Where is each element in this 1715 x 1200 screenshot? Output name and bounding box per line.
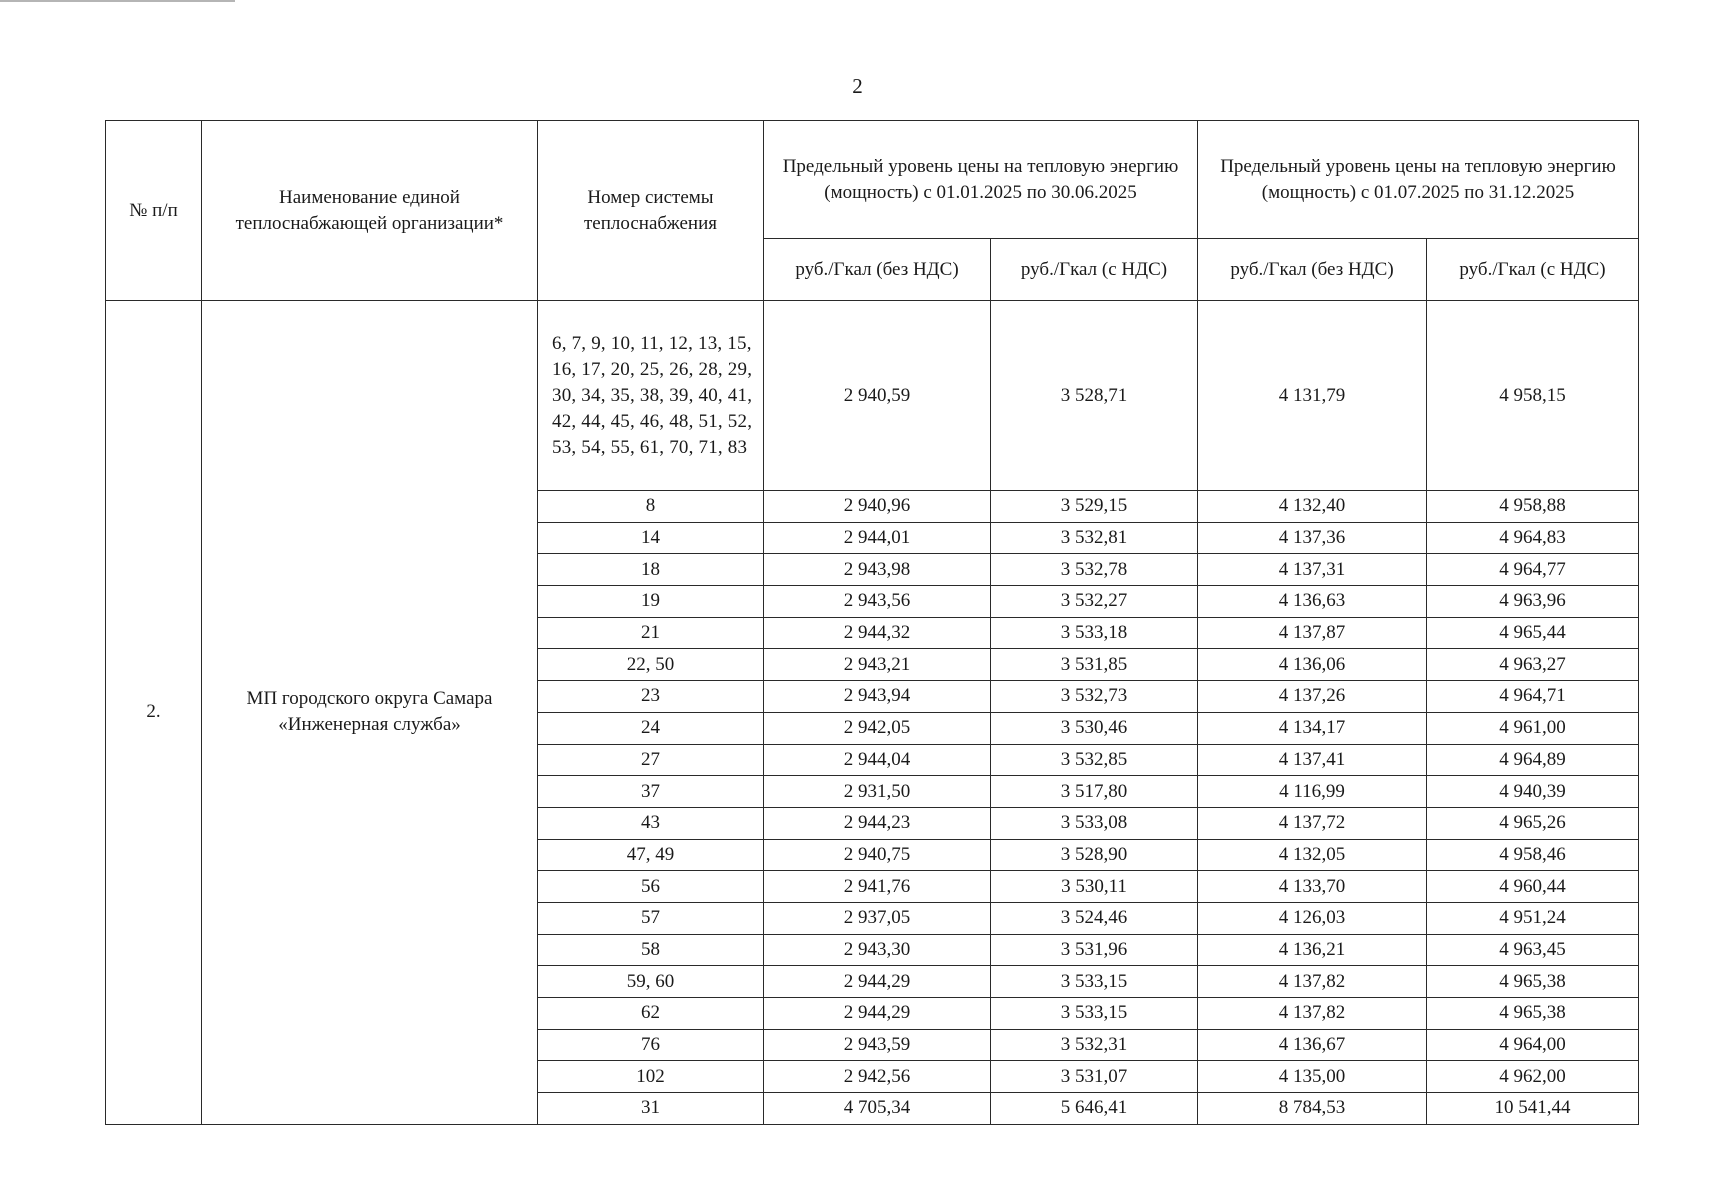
price-p2-vat: 4 958,15 <box>1427 301 1639 491</box>
scan-edge-line <box>0 0 235 2</box>
price-p1-no-vat: 2 944,23 <box>764 807 991 839</box>
price-p1-vat: 3 531,07 <box>991 1061 1198 1093</box>
price-p2-vat: 4 960,44 <box>1427 871 1639 903</box>
system-number: 43 <box>538 807 764 839</box>
price-p1-no-vat: 2 944,04 <box>764 744 991 776</box>
system-number: 22, 50 <box>538 649 764 681</box>
price-p1-no-vat: 2 940,59 <box>764 301 991 491</box>
price-p2-vat: 4 961,00 <box>1427 712 1639 744</box>
price-p2-vat: 4 964,71 <box>1427 681 1639 713</box>
price-p2-vat: 4 964,77 <box>1427 554 1639 586</box>
price-p2-no-vat: 4 136,21 <box>1198 934 1427 966</box>
price-p2-no-vat: 4 132,05 <box>1198 839 1427 871</box>
price-p2-vat: 4 965,26 <box>1427 807 1639 839</box>
price-p2-vat: 4 963,96 <box>1427 586 1639 618</box>
price-p2-no-vat: 4 126,03 <box>1198 902 1427 934</box>
price-p2-no-vat: 4 136,06 <box>1198 649 1427 681</box>
price-p1-no-vat: 2 942,56 <box>764 1061 991 1093</box>
table-header <box>106 121 1639 301</box>
header-period-2: Предельный уровень цены на тепловую энергию (мощность) с 01.07.2025 по 31.12.2025 <box>1198 121 1639 239</box>
system-number: 14 <box>538 522 764 554</box>
price-p2-no-vat: 4 137,82 <box>1198 998 1427 1030</box>
price-p2-vat: 4 964,83 <box>1427 522 1639 554</box>
header-p2-no-vat: руб./Гкал (без НДС) <box>1198 239 1427 301</box>
system-number: 57 <box>538 902 764 934</box>
price-p2-vat: 4 962,00 <box>1427 1061 1639 1093</box>
price-p1-vat: 3 533,18 <box>991 617 1198 649</box>
price-p2-vat: 4 963,27 <box>1427 649 1639 681</box>
price-p2-no-vat: 4 136,67 <box>1198 1029 1427 1061</box>
price-p1-vat: 3 533,08 <box>991 807 1198 839</box>
header-row-periods <box>106 121 1639 239</box>
price-p2-no-vat: 4 134,17 <box>1198 712 1427 744</box>
system-number: 21 <box>538 617 764 649</box>
price-p1-no-vat: 2 944,32 <box>764 617 991 649</box>
system-number: 27 <box>538 744 764 776</box>
price-p1-no-vat: 2 941,76 <box>764 871 991 903</box>
price-p2-vat: 4 951,24 <box>1427 902 1639 934</box>
price-p1-vat: 3 531,85 <box>991 649 1198 681</box>
price-p1-no-vat: 2 943,30 <box>764 934 991 966</box>
price-p1-vat: 3 533,15 <box>991 966 1198 998</box>
price-p2-vat: 4 940,39 <box>1427 776 1639 808</box>
price-p1-no-vat: 2 943,94 <box>764 681 991 713</box>
price-p2-no-vat: 4 136,63 <box>1198 586 1427 618</box>
price-p1-no-vat: 2 943,98 <box>764 554 991 586</box>
price-p1-vat: 5 646,41 <box>991 1093 1198 1125</box>
price-p2-no-vat: 4 132,40 <box>1198 491 1427 523</box>
price-p1-vat: 3 530,46 <box>991 712 1198 744</box>
system-number: 23 <box>538 681 764 713</box>
price-p1-no-vat: 4 705,34 <box>764 1093 991 1125</box>
price-p2-vat: 4 964,00 <box>1427 1029 1639 1061</box>
price-p1-no-vat: 2 931,50 <box>764 776 991 808</box>
price-p1-no-vat: 2 937,05 <box>764 902 991 934</box>
header-p2-vat: руб./Гкал (с НДС) <box>1427 239 1639 301</box>
header-organization: Наименование единой теплоснабжающей организации* <box>202 121 538 301</box>
header-period-1: Предельный уровень цены на тепловую энергию (мощность) с 01.01.2025 по 30.06.2025 <box>764 121 1198 239</box>
price-p2-no-vat: 4 135,00 <box>1198 1061 1427 1093</box>
price-p2-vat: 4 965,38 <box>1427 998 1639 1030</box>
price-p1-vat: 3 532,81 <box>991 522 1198 554</box>
price-p1-no-vat: 2 940,96 <box>764 491 991 523</box>
price-p2-no-vat: 4 116,99 <box>1198 776 1427 808</box>
system-number: 37 <box>538 776 764 808</box>
price-p2-no-vat: 4 137,72 <box>1198 807 1427 839</box>
price-p2-vat: 10 541,44 <box>1427 1093 1639 1125</box>
price-p1-no-vat: 2 942,05 <box>764 712 991 744</box>
system-number: 47, 49 <box>538 839 764 871</box>
page-number: 2 <box>852 74 863 98</box>
price-p2-no-vat: 4 137,26 <box>1198 681 1427 713</box>
row-index: 2. <box>106 301 202 1125</box>
price-p2-no-vat: 4 137,87 <box>1198 617 1427 649</box>
header-index: № п/п <box>106 121 202 301</box>
price-p1-no-vat: 2 943,59 <box>764 1029 991 1061</box>
price-p2-no-vat: 4 133,70 <box>1198 871 1427 903</box>
price-p2-vat: 4 965,44 <box>1427 617 1639 649</box>
system-number: 6, 7, 9, 10, 11, 12, 13, 15, 16, 17, 20, 25, 26, 28, 29, 30, 34, 35, 38, 39, 40, 41, 42, 44, 45, 46, 48, 51, 52, 53, 54, 55, 61, 70, 71, 83 <box>538 301 764 491</box>
system-number: 58 <box>538 934 764 966</box>
organization-name: МП городского округа Самара «Инженерная служба» <box>202 301 538 1125</box>
price-p1-vat: 3 529,15 <box>991 491 1198 523</box>
system-number: 18 <box>538 554 764 586</box>
system-number: 56 <box>538 871 764 903</box>
system-number: 31 <box>538 1093 764 1125</box>
price-p1-vat: 3 528,71 <box>991 301 1198 491</box>
price-p1-no-vat: 2 944,29 <box>764 998 991 1030</box>
system-number: 102 <box>538 1061 764 1093</box>
system-number: 62 <box>538 998 764 1030</box>
price-p2-vat: 4 963,45 <box>1427 934 1639 966</box>
price-p1-vat: 3 532,27 <box>991 586 1198 618</box>
price-p1-vat: 3 531,96 <box>991 934 1198 966</box>
system-number: 76 <box>538 1029 764 1061</box>
system-number: 59, 60 <box>538 966 764 998</box>
price-p2-no-vat: 4 131,79 <box>1198 301 1427 491</box>
price-p1-vat: 3 532,31 <box>991 1029 1198 1061</box>
price-p2-vat: 4 958,46 <box>1427 839 1639 871</box>
price-p1-vat: 3 517,80 <box>991 776 1198 808</box>
price-p1-vat: 3 528,90 <box>991 839 1198 871</box>
price-p1-vat: 3 533,15 <box>991 998 1198 1030</box>
system-number: 24 <box>538 712 764 744</box>
price-p2-no-vat: 8 784,53 <box>1198 1093 1427 1125</box>
header-system: Номер системы теплоснабжения <box>538 121 764 301</box>
price-p2-vat: 4 964,89 <box>1427 744 1639 776</box>
table-body <box>106 301 1639 1125</box>
price-p1-vat: 3 524,46 <box>991 902 1198 934</box>
price-p2-no-vat: 4 137,41 <box>1198 744 1427 776</box>
system-number: 19 <box>538 586 764 618</box>
price-p1-vat: 3 530,11 <box>991 871 1198 903</box>
price-p1-no-vat: 2 943,56 <box>764 586 991 618</box>
price-p1-no-vat: 2 944,29 <box>764 966 991 998</box>
tariff-table <box>105 120 1639 1125</box>
price-p1-vat: 3 532,85 <box>991 744 1198 776</box>
price-p1-no-vat: 2 943,21 <box>764 649 991 681</box>
price-p1-vat: 3 532,73 <box>991 681 1198 713</box>
header-p1-vat: руб./Гкал (с НДС) <box>991 239 1198 301</box>
table-row <box>106 301 1639 491</box>
price-p2-no-vat: 4 137,31 <box>1198 554 1427 586</box>
system-number: 8 <box>538 491 764 523</box>
price-p1-no-vat: 2 944,01 <box>764 522 991 554</box>
header-p1-no-vat: руб./Гкал (без НДС) <box>764 239 991 301</box>
price-p1-vat: 3 532,78 <box>991 554 1198 586</box>
price-p2-vat: 4 965,38 <box>1427 966 1639 998</box>
price-p2-no-vat: 4 137,82 <box>1198 966 1427 998</box>
price-p2-no-vat: 4 137,36 <box>1198 522 1427 554</box>
price-p2-vat: 4 958,88 <box>1427 491 1639 523</box>
price-p1-no-vat: 2 940,75 <box>764 839 991 871</box>
